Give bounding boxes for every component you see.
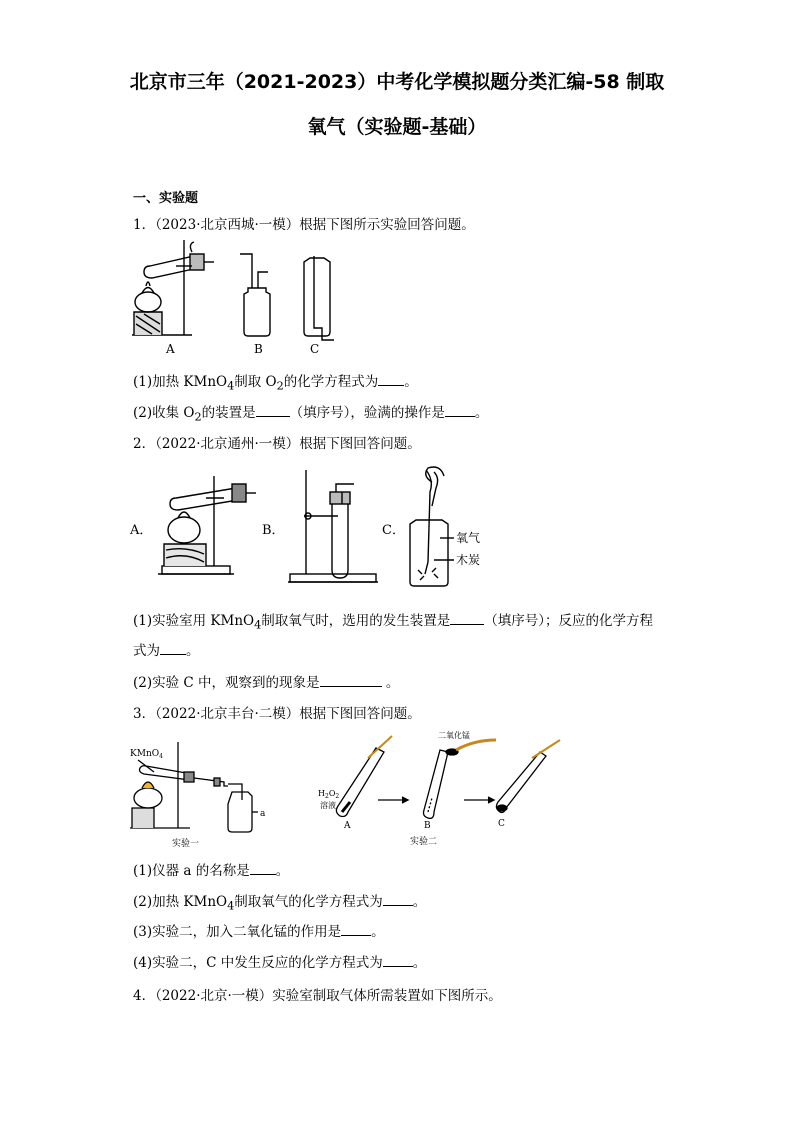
q2-part2: (2)实验 C 中，观察到的现象是 。 [133, 675, 400, 691]
answer-blank[interactable] [250, 862, 276, 875]
answer-blank[interactable] [383, 893, 413, 906]
q1-figure [128, 232, 348, 358]
q3-fig-solution: 溶液 [320, 801, 336, 810]
q1-fig-label-b: B [254, 342, 263, 356]
q3-part1: (1)仪器 a 的名称是 。 [133, 863, 290, 879]
q3-part3: (3)实验二，加入二氧化锰的作用是 。 [133, 924, 385, 940]
q2-part1: (1)实验室用 KMnO$_4$制取氧气时，选用的发生装置是 （填序号）；反应的化学方程 [133, 613, 654, 632]
q1-part2: (2)收集 $O_2$的装置是 （填序号），验满的操作是 。 [133, 405, 489, 424]
q1-part1: (1)加热 KMnO$_4$制取 $O_2$的化学方程式为 。 [133, 374, 418, 393]
apparatus-c [304, 256, 334, 340]
q1-fig-label-c: C [310, 342, 320, 356]
q3-fig-exp1: 实验一 [172, 839, 200, 849]
answer-blank[interactable] [378, 373, 404, 386]
q1-stem: 1．（2023·北京西城·一模）根据下图所示实验回答问题。 [133, 217, 475, 233]
apparatus-b [240, 254, 270, 336]
answer-blank[interactable] [445, 404, 475, 417]
q2-fig-label-b: B． [262, 523, 285, 538]
q2-stem: 2．（2022·北京通州·一模）根据下图回答问题。 [133, 436, 421, 452]
apparatus-a [132, 240, 214, 335]
q3-part2: (2)加热 KMnO$_4$制取氧气的化学方程式为 。 [133, 894, 427, 913]
q3-kmno4-sub: 4 [159, 753, 163, 760]
answer-blank[interactable] [341, 923, 371, 936]
answer-blank[interactable] [383, 954, 413, 967]
answer-blank[interactable] [450, 612, 484, 625]
q3-fig-label-c: C [498, 819, 505, 829]
q2-fig-oxygen-label: 氧气 [456, 531, 481, 545]
q3-figure [128, 728, 578, 850]
q2-fig-charcoal-label: 木炭 [456, 553, 481, 567]
svg-text:H2O2: $H_2O_2$ [318, 789, 340, 800]
q3-fig-exp2: 实验二 [410, 837, 438, 847]
q4-stem: 4．（2022·北京·一模）实验室制取气体所需装置如下图所示。 [133, 988, 502, 1004]
q2-fig-label-c: C． [382, 523, 405, 538]
answer-blank[interactable] [320, 674, 382, 687]
page-title-line1: 北京市三年（2021-2023）中考化学模拟题分类汇编-58 制取 [129, 71, 665, 93]
q2-figure [128, 462, 508, 590]
q3-experiment-1 [130, 742, 258, 832]
q3-fig-a: a [260, 809, 266, 819]
q2-apparatus-b [288, 470, 378, 582]
page-title-line2: 氧气（实验题-基础） [307, 116, 487, 138]
q3-fig-mno2: 二氧化锰 [438, 731, 470, 740]
q3-part4: (4)实验二，C 中发生反应的化学方程式为 。 [133, 955, 427, 971]
answer-blank[interactable] [256, 404, 290, 417]
q2-part1-cont: 式为 。 [133, 643, 200, 659]
q3-fig-label-a: A [344, 821, 351, 831]
q2-fig-label-a: A． [130, 523, 153, 538]
q1-fig-label-a: A [166, 342, 175, 356]
q3-kmno4-label: KMnO [130, 749, 160, 759]
section-heading: 一、实验题 [133, 191, 199, 206]
answer-blank[interactable] [160, 642, 186, 655]
q2-apparatus-a [158, 476, 256, 574]
q3-experiment-2 [318, 730, 560, 818]
q3-fig-label-b: B [424, 821, 431, 831]
svg-text:KMnO4 [130, 749, 163, 760]
q3-stem: 3．（2022·北京丰台·二模）根据下图回答问题。 [133, 706, 421, 722]
q2-apparatus-c [410, 467, 454, 586]
